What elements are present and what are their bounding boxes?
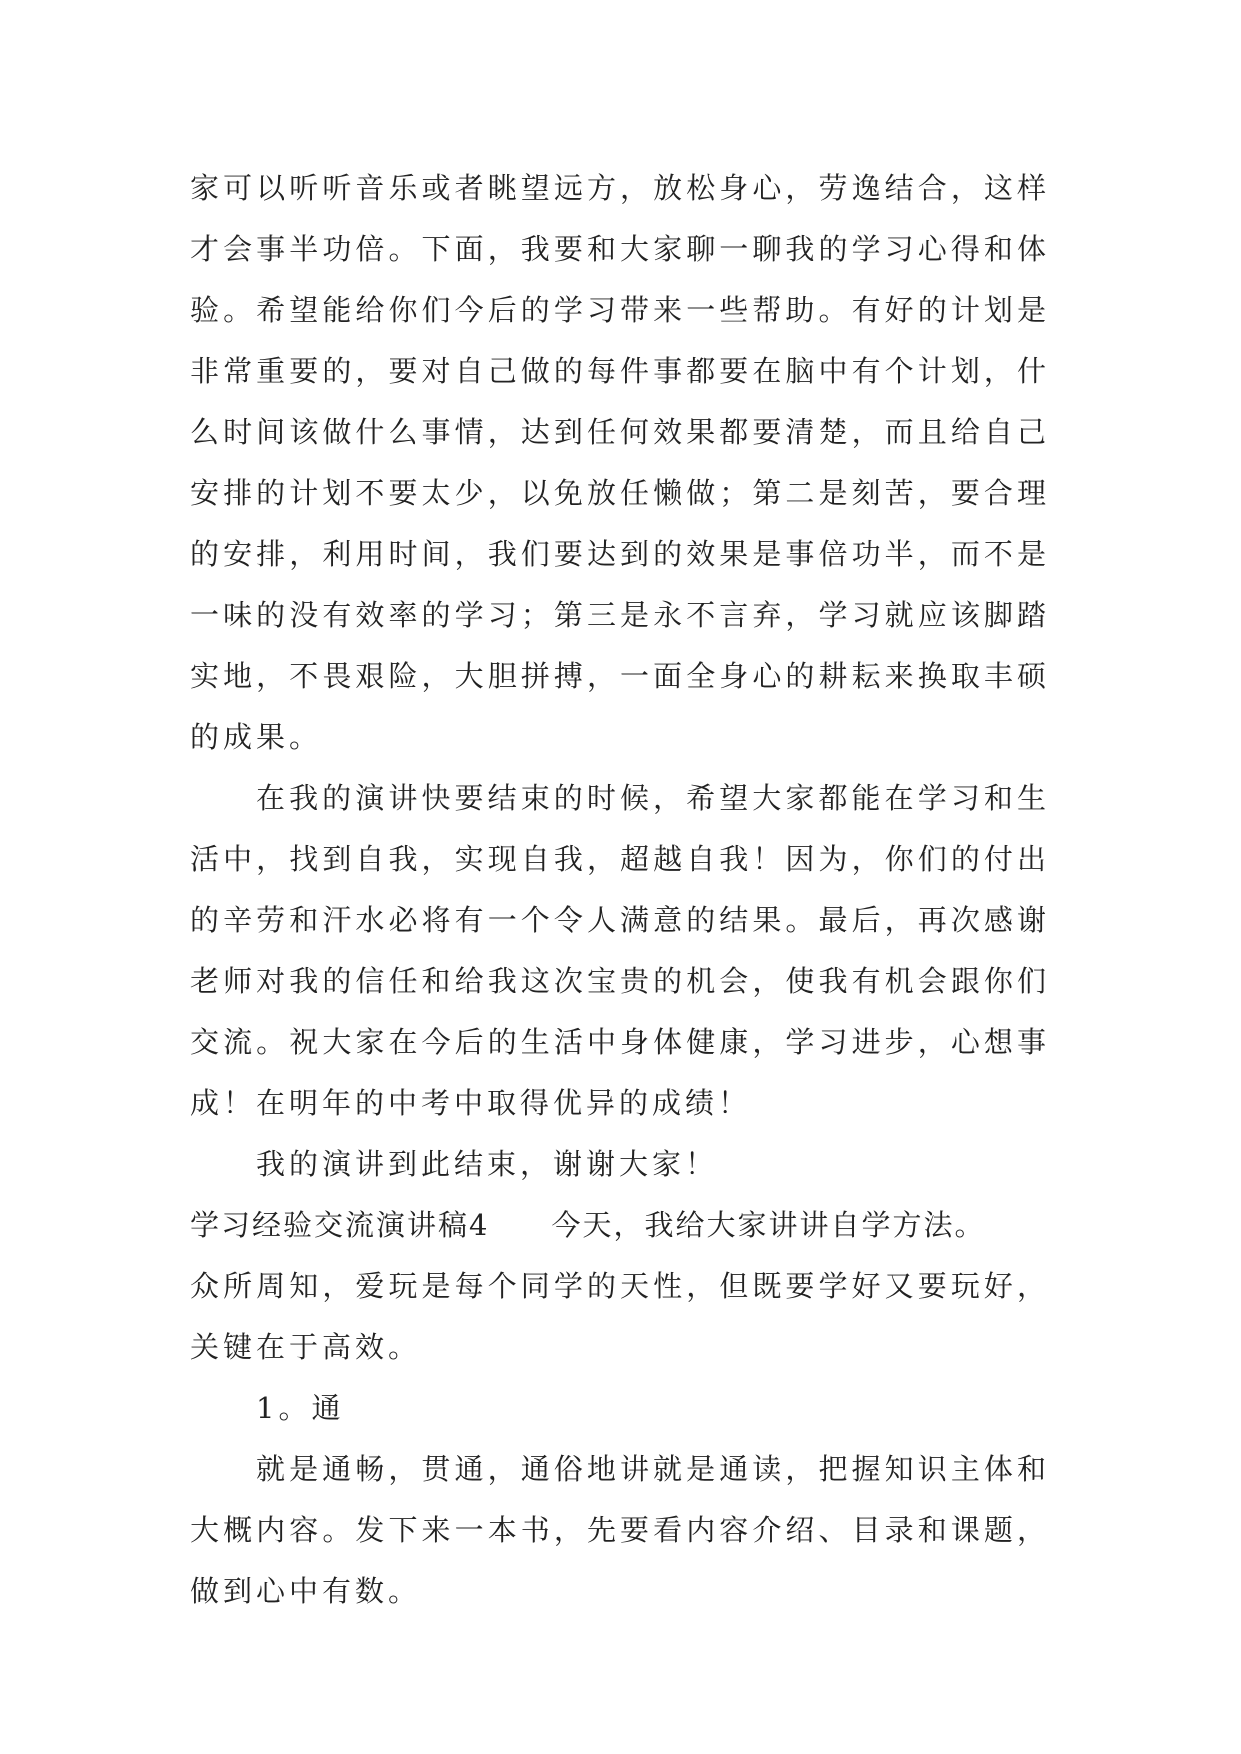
paragraph-efficiency: 众所周知，爱玩是每个同学的天性，但既要学好又要玩好，关键在于高效。 bbox=[190, 1269, 1050, 1364]
paragraph-closing-wishes: 在我的演讲快要结束的时候，希望大家都能在学习和生活中，找到自我，实现自我，超越自我！因为，你们的付出的辛劳和汗水必将有一个令人满意的结果。最后，再次感谢老师对我的信任和给我这次宝贵的机会，使我有机会跟你们交流。祝大家在今后的生活中身体健康，学习进步，心想事成！在明年的中考中取得优异的成绩！ bbox=[190, 781, 1050, 1120]
paragraph-speech-end: 我的演讲到此结束，谢谢大家！ bbox=[256, 1147, 719, 1181]
paragraph-point-one-label: 1。通 bbox=[256, 1391, 345, 1425]
document-body bbox=[190, 158, 1050, 1622]
section-title: 学习经验交流演讲稿4 bbox=[190, 1208, 490, 1242]
section-intro-sentence: 今天，我给大家讲讲自学方法。 bbox=[551, 1208, 986, 1242]
paragraph-point-one-detail: 就是通畅，贯通，通俗地讲就是通读，把握知识主体和大概内容。发下来一本书，先要看内容介绍、目录和课题，做到心中有数。 bbox=[190, 1452, 1050, 1608]
section-heading-line bbox=[190, 1195, 1050, 1256]
paragraph-study-plan: 家可以听听音乐或者眺望远方，放松身心，劳逸结合，这样才会事半功倍。下面，我要和大家聊一聊我的学习心得和体验。希望能给你们今后的学习带来一些帮助。有好的计划是非常重要的，要对自己做的每件事都要在脑中有个计划，什么时间该做什么事情，达到任何效果都要清楚，而且给自己安排的计划不要太少，以免放任懒做；第二是刻苦，要合理的安排，利用时间，我们要达到的效果是事倍功半，而不是一味的没有效率的学习；第三是永不言弃，学习就应该脚踏实地，不畏艰险，大胆拼搏，一面全身心的耕耘来换取丰硕的成果。 bbox=[190, 171, 1050, 754]
